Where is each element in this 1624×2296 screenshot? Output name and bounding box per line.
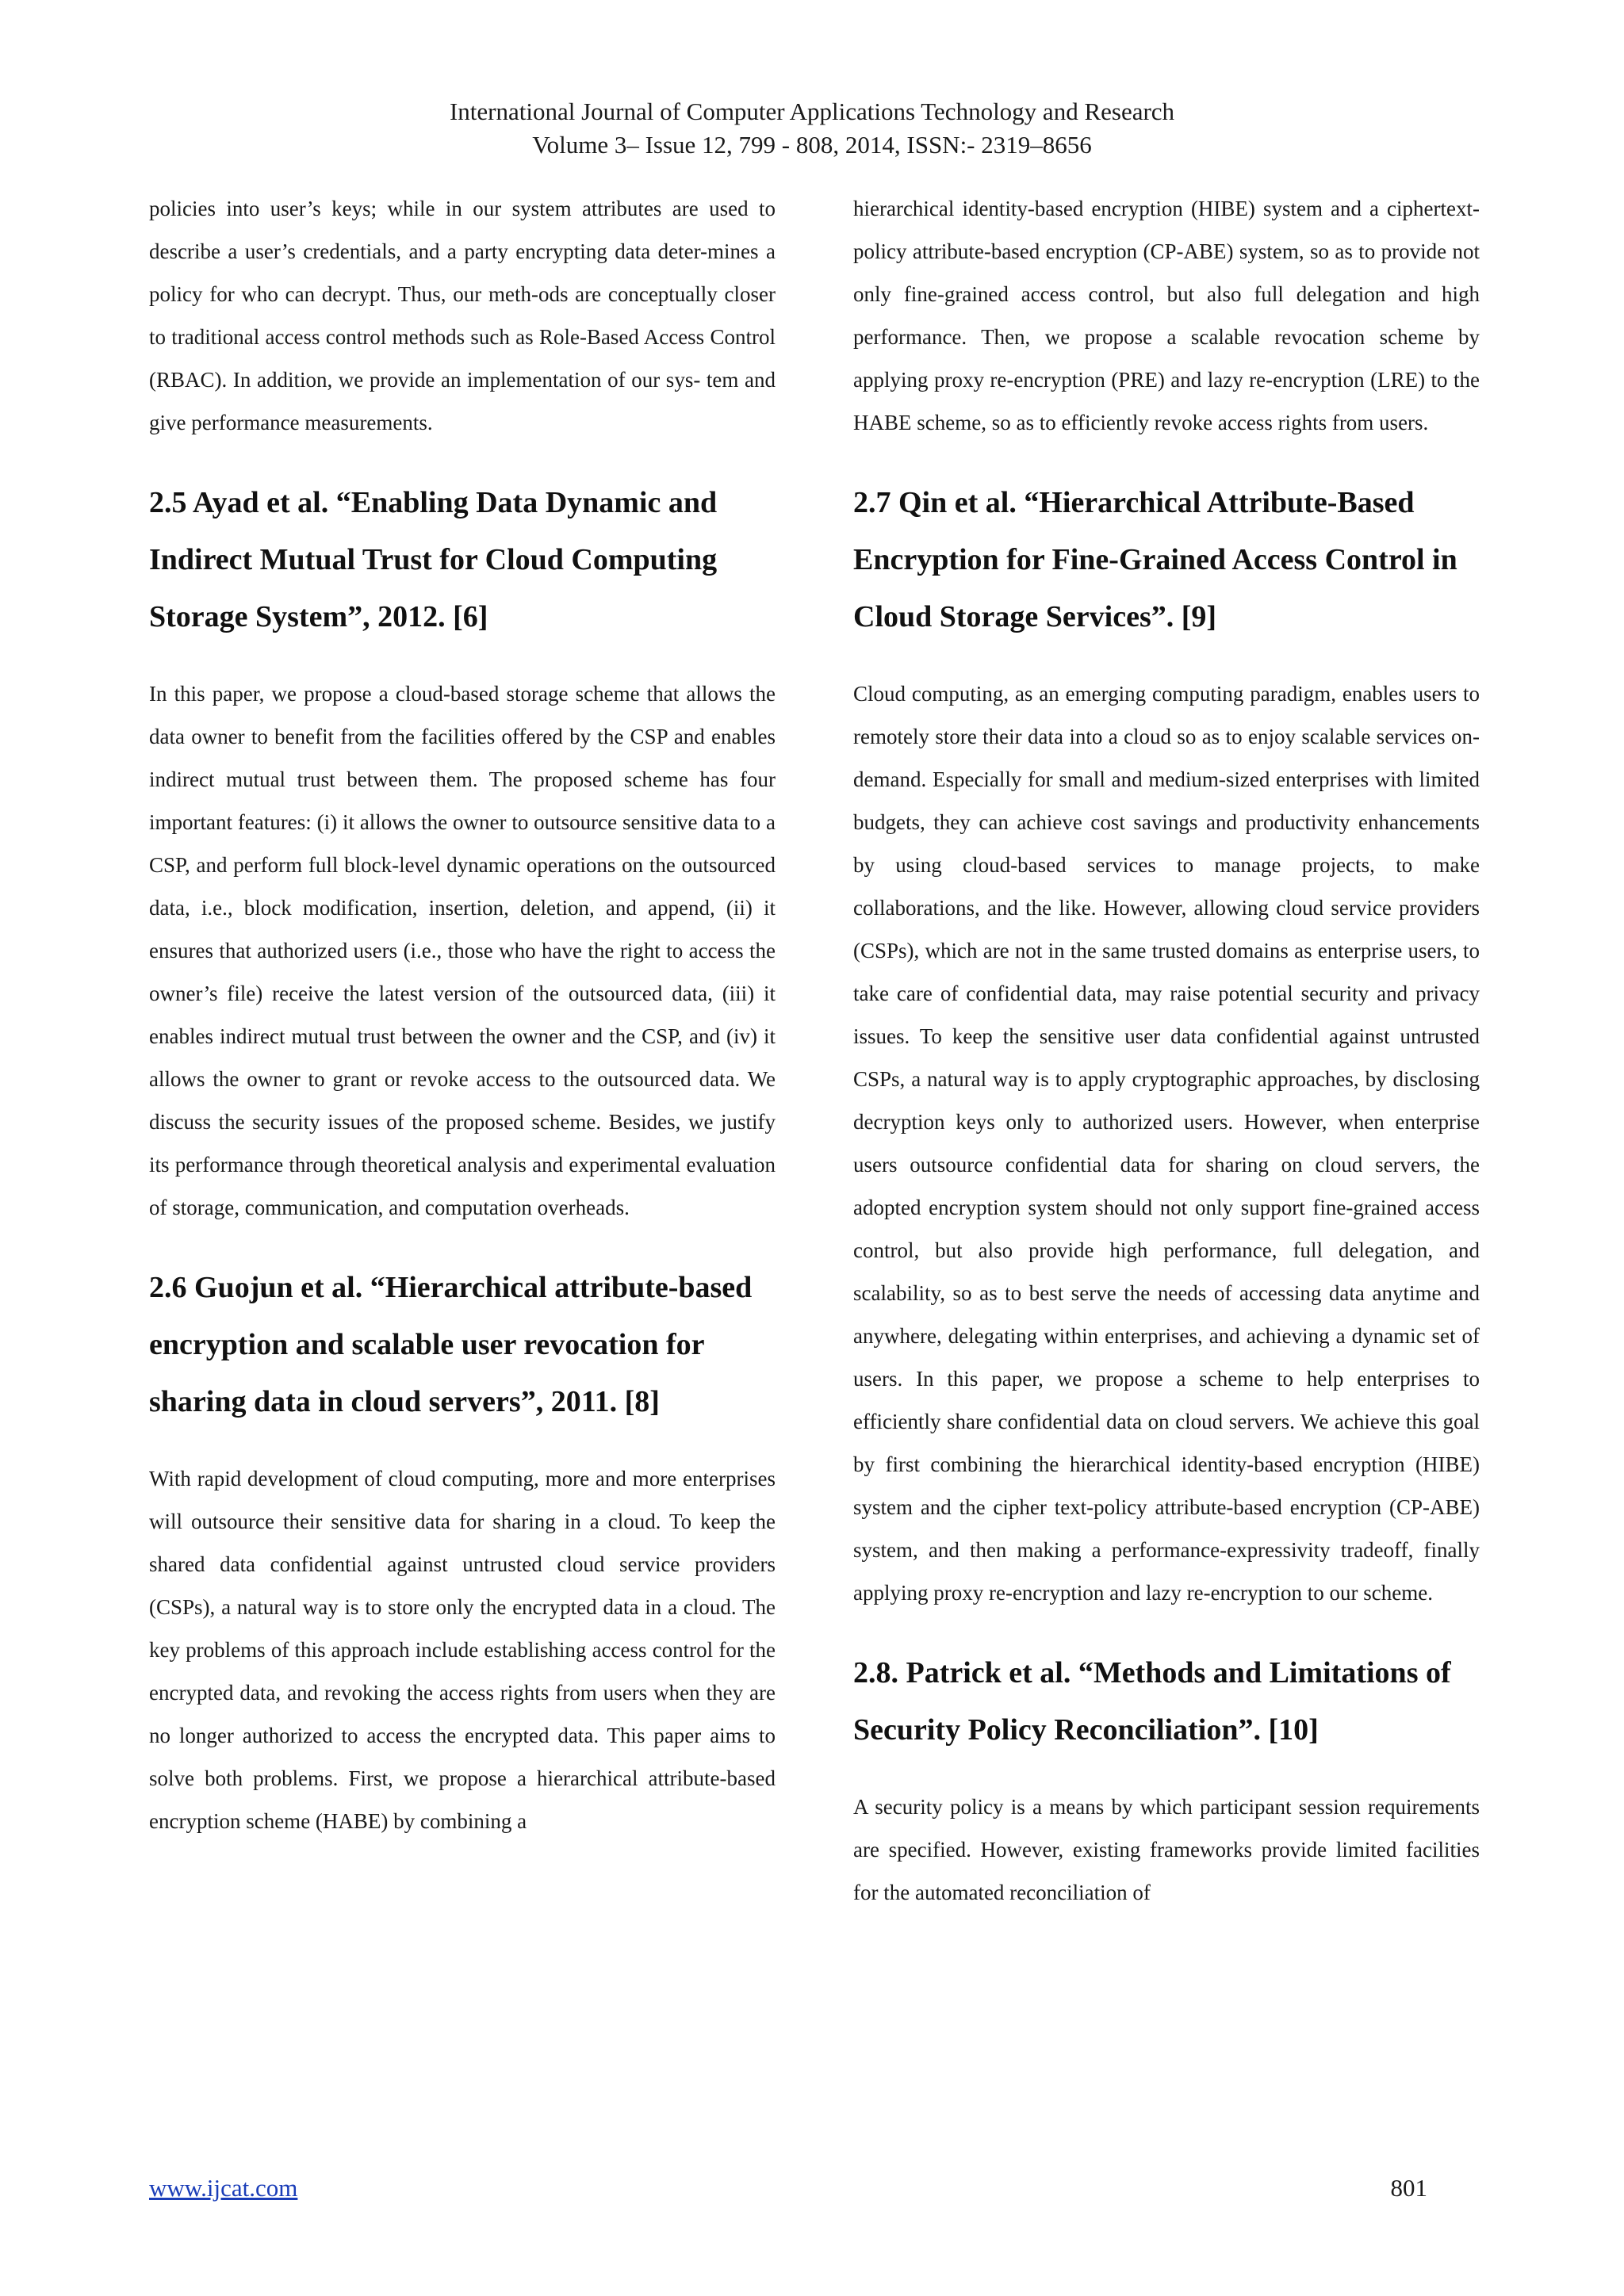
section-2-6-heading: 2.6 Guojun et al. “Hierarchical attribute-based encryption and scalable user revocation for sharing data in cloud servers”, 2011. [8] [149, 1271, 753, 1418]
page-header [0, 95, 1624, 162]
left-column [149, 187, 776, 1843]
section-2-5-body: In this paper, we propose a cloud-based storage scheme that allows the data owner to benefit from the facilities offered by the CSP and enables indirect mutual trust between them. The proposed scheme has four important features: (i) it allows the owner to outsource sensitive data to a CSP, and perform full block-level dynamic operations on the outsourced data, i.e., block modification, insertion, deletion, and append, (ii) it ensures that authorized users (i.e., those who have the right to access the owner’s file) receive the latest version of the outsourced data, (iii) it enables indirect mutual trust between the owner and the CSP, and (iv) it allows the owner to grant or revoke access to the outsourced data. We discuss the security issues of the proposed scheme. Besides, we justify its performance through theoretical analysis and experimental evaluation of storage, communication, and computation overheads. [149, 682, 776, 1219]
page-number: 801 [1390, 2174, 1427, 2202]
journal-title: International Journal of Computer Applications Technology and Research [449, 98, 1175, 125]
section-2-6-body: With rapid development of cloud computing, more and more enterprises will outsource their sensitive data for sharing in a cloud. To keep the shared data confidential against untrusted cloud service providers (CSPs), a natural way is to store only the encrypted data in a cloud. The key problems of this approach include establishing access control for the encrypted data, and revoking the access rights from users when they are no longer authorized to access the encrypted data. This paper aims to solve both problems. First, we propose a hierarchical attribute-based encryption scheme (HABE) by combining a [149, 1467, 776, 1833]
section-2-7-body: Cloud computing, as an emerging computing paradigm, enables users to remotely store their data into a cloud so as to enjoy scalable services on-demand. Especially for small and medium-sized enterprises with limited budgets, they can achieve cost savings and productivity enhancements by using cloud-based services to manage projects, to make collaborations, and the like. However, allowing cloud service providers (CSPs), which are not in the same trusted domains as enterprise users, to take care of confidential data, may raise potential security and privacy issues. To keep the sensitive user data confidential against untrusted CSPs, a natural way is to apply cryptographic approaches, by disclosing decryption keys only to authorized users. However, when enterprise users outsource confidential data for sharing on cloud servers, the adopted encryption system should not only support fine-grained access control, but also provide high performance, full delegation, and scalability, so as to best serve the needs of accessing data anytime and anywhere, delegating within enterprises, and achieving a dynamic set of users. In this paper, we propose a scheme to help enterprises to efficiently share confidential data on cloud servers. We achieve this goal by first combining the hierarchical identity-based encryption (HIBE) system and the cipher text-policy attribute-based encryption (CP-ABE) system, and then making a performance-expressivity tradeoff, finally applying proxy re-encryption and lazy re-encryption to our scheme. [853, 682, 1480, 1605]
volume-info: Volume 3– Issue 12, 799 - 808, 2014, ISSN:- 2319–8656 [532, 131, 1092, 159]
section-2-8-heading: 2.8. Patrick et al. “Methods and Limitations of Security Policy Reconciliation”. [10] [853, 1656, 1451, 1747]
section-2-7-heading: 2.7 Qin et al. “Hierarchical Attribute-Based Encryption for Fine-Grained Access Control in Cloud Storage Services”. [9] [853, 486, 1457, 633]
right-column [853, 187, 1480, 1914]
intro-paragraph: policies into user’s keys; while in our system attributes are used to describe a user’s credentials, and a party encrypting data deter-mines a policy for who can decrypt. Thus, our meth-ods are conceptually closer to traditional access control methods such as Role-Based Access Control (RBAC). In addition, we provide an implementation of our sys- tem and give performance measurements. [149, 197, 776, 434]
section-2-5-heading: 2.5 Ayad et al. “Enabling Data Dynamic and Indirect Mutual Trust for Cloud Computing Storage System”, 2012. [6] [149, 486, 718, 633]
website-link[interactable]: www.ijcat.com [149, 2174, 298, 2202]
continuation-paragraph: hierarchical identity-based encryption (HIBE) system and a ciphertext-policy attribute-based encryption (CP-ABE) system, so as to provide not only fine-grained access control, but also full delegation and high performance. Then, we propose a scalable revocation scheme by applying proxy re-encryption (PRE) and lazy re-encryption (LRE) to the HABE scheme, so as to efficiently revoke access rights from users. [853, 197, 1480, 434]
section-2-8-body: A security policy is a means by which participant session requirements are specified. However, existing frameworks provide limited facilities for the automated reconciliation of [853, 1795, 1480, 1904]
